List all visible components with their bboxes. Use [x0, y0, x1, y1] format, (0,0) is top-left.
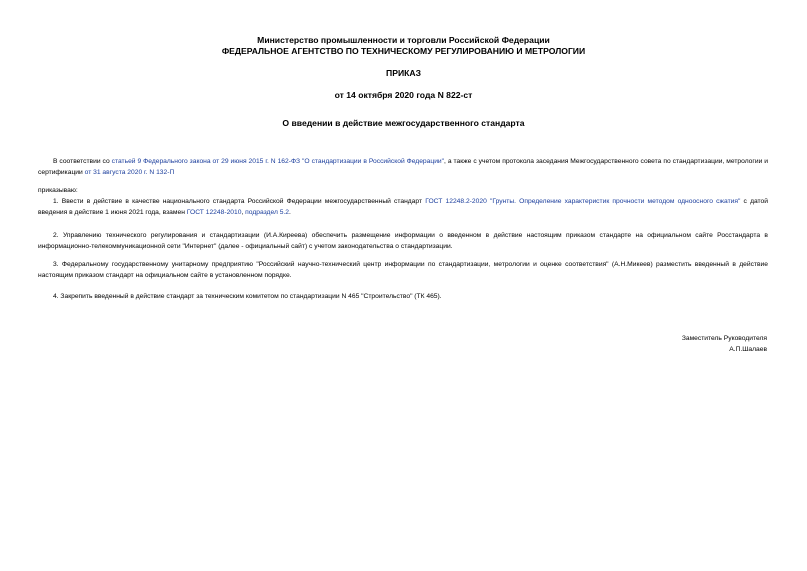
intro-text-2: , а также с учетом протокола заседания Межгосударственного совета по стандартизации, метрологии и сертификации	[38, 158, 768, 176]
document-title: О введении в действие межгосударственного стандарта	[282, 118, 525, 128]
intro-paragraph	[38, 156, 768, 178]
item-2-paragraph: 2. Управлению технического регулирования и стандартизации (И.А.Киреева) обеспечить размещение информации о введенном в действие настоящим приказом стандарте на официальном сайте Росстандарта в информационно-телекоммуникационной сети "Интернет" (далее - официальный сайт) с учетом законодательства о стандартизации.	[38, 232, 768, 250]
signature-position: Заместитель Руководителя	[681, 335, 767, 342]
protocol-link[interactable]: от 31 августа 2020 г. N 132-П	[84, 169, 175, 176]
item-4-paragraph: 4. Закрепить введенный в действие стандарт за техническим комитетом по стандартизации N 465 "Строительство" (ТК 465).	[53, 293, 442, 300]
prikazyvayu-text: приказываю:	[38, 187, 78, 194]
item-1-text-3: ,	[241, 209, 246, 216]
document-type: ПРИКАЗ	[386, 68, 421, 78]
ministry-heading: Министерство промышленности и торговли Российской Федерации	[257, 35, 550, 45]
subsection-5-2-link[interactable]: подраздел 5.2	[245, 209, 290, 216]
item-1-paragraph	[38, 196, 768, 218]
item-1-text-1: 1. Ввести в действие в качестве национального стандарта Российской Федерации межгосударственный стандарт	[53, 198, 426, 205]
signature-name: А.П.Шалаев	[729, 346, 767, 353]
item-1-text-2: с датой введения в действие 1 июня 2021 года, взамен	[38, 198, 768, 216]
item-3-paragraph: 3. Федеральному государственному унитарному предприятию "Российский научно-технический центр информации по стандартизации, метрологии и оценке соответствия" (А.Н.Микеев) разместить введенный в действие настоящим приказом стандарт на официальном сайте в установленном порядке.	[38, 261, 768, 279]
gost-12248-2-link[interactable]: ГОСТ 12248.2-2020 "Грунты. Определение характеристик прочности методом одноосного сжатия"	[425, 198, 741, 205]
law-link[interactable]: статьей 9 Федерального закона от 29 июня 2015 г. N 162-ФЗ "О стандартизации в Российской Федерации"	[111, 158, 445, 165]
intro-text-1: В соответствии со	[53, 158, 112, 165]
agency-heading: ФЕДЕРАЛЬНОЕ АГЕНТСТВО ПО ТЕХНИЧЕСКОМУ РЕГУЛИРОВАНИЮ И МЕТРОЛОГИИ	[221, 46, 586, 56]
item-1-text-4: .	[289, 209, 291, 216]
gost-12248-2010-link[interactable]: ГОСТ 12248-2010	[186, 209, 242, 216]
document-date-number: от 14 октября 2020 года N 822-ст	[334, 90, 473, 100]
